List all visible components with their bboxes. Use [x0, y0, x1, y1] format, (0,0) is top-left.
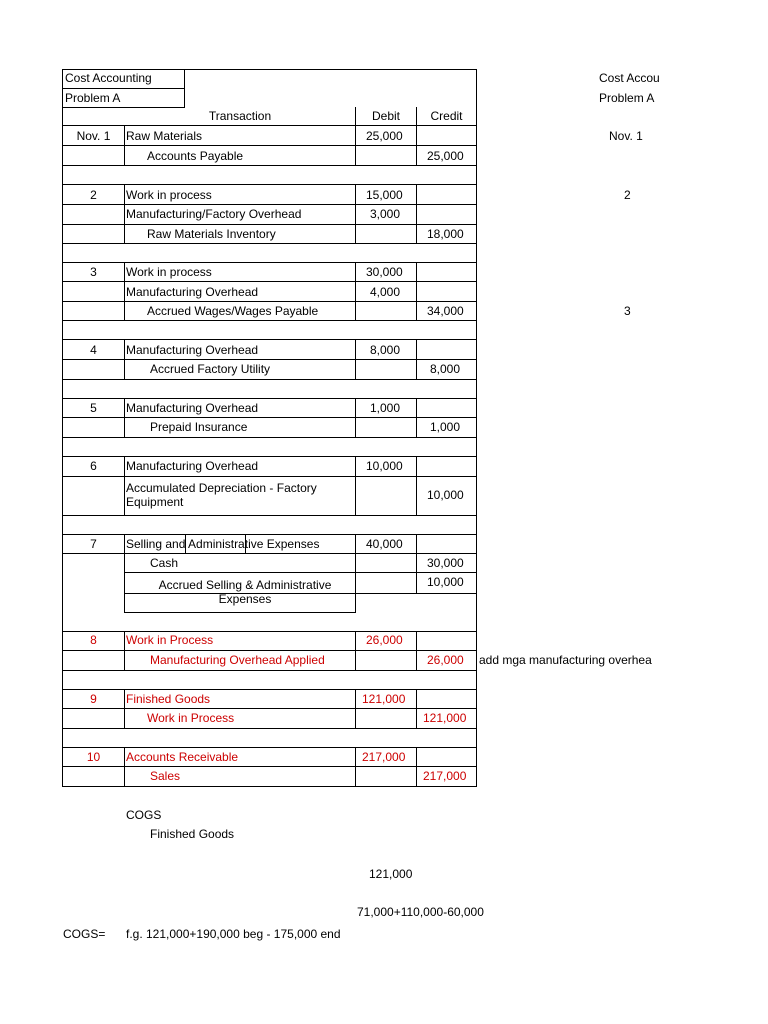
credit-amount: 10,000 — [427, 488, 464, 502]
account-name: Manufacturing Overhead — [126, 343, 259, 357]
account-name: Work in Process — [126, 633, 214, 647]
entry-number: 2 — [90, 188, 97, 202]
account-name: Accounts Receivable — [126, 750, 239, 764]
col-debit-header: Debit — [371, 109, 400, 123]
debit-amount: 30,000 — [366, 265, 403, 279]
credit-amount: 30,000 — [427, 556, 464, 570]
amount-note: 121,000 — [369, 867, 413, 881]
debit-amount: 25,000 — [366, 129, 403, 143]
right-entry-number: Nov. 1 — [609, 129, 643, 143]
entry-number: 3 — [90, 265, 97, 279]
right-entry-number: 2 — [624, 188, 631, 202]
cogs-label: COGS= — [63, 927, 106, 941]
cogs-heading: COGS — [126, 808, 162, 822]
side-note: add mga manufacturing overhea — [479, 653, 652, 667]
entry-number: 6 — [90, 459, 97, 473]
debit-amount: 121,000 — [362, 692, 406, 706]
credit-amount: 34,000 — [427, 304, 464, 318]
account-name: Sales — [150, 769, 181, 783]
problem-title: Problem A — [65, 91, 121, 105]
cogs-formula: f.g. 121,000+190,000 beg - 175,000 end — [126, 927, 341, 941]
account-name: Prepaid Insurance — [150, 420, 248, 434]
entry-number: 9 — [90, 692, 97, 706]
debit-amount: 3,000 — [370, 207, 401, 221]
account-name: Accrued Selling & Administrative Expenses — [158, 578, 332, 606]
credit-amount: 25,000 — [427, 149, 464, 163]
credit-amount: 1,000 — [430, 420, 461, 434]
account-name: Accrued Wages/Wages Payable — [147, 304, 319, 318]
col-transaction-header: Transaction — [208, 109, 272, 123]
entry-number: 10 — [86, 750, 101, 764]
debit-amount: 4,000 — [370, 285, 401, 299]
debit-amount: 40,000 — [366, 537, 403, 551]
account-name: Cash — [150, 556, 179, 570]
debit-amount: 1,000 — [370, 401, 401, 415]
entry-number: 7 — [90, 537, 97, 551]
account-name: Finished Goods — [126, 692, 211, 706]
debit-amount: 8,000 — [370, 343, 401, 357]
right-entry-number: 3 — [624, 304, 631, 318]
entry-number: Nov. 1 — [76, 129, 111, 143]
account-name: Raw Materials — [126, 129, 203, 143]
entry-number: 5 — [90, 401, 97, 415]
calc-note: 71,000+110,000-60,000 — [357, 905, 484, 919]
right-problem-title: Problem A — [599, 91, 655, 105]
credit-amount: 18,000 — [427, 227, 464, 241]
credit-amount: 217,000 — [423, 769, 467, 783]
right-course-title: Cost Accou — [599, 71, 660, 85]
entry-number: 8 — [90, 633, 97, 647]
account-name: Manufacturing Overhead — [126, 285, 259, 299]
finished-goods-note: Finished Goods — [150, 827, 235, 841]
debit-amount: 217,000 — [362, 750, 406, 764]
col-credit-header: Credit — [430, 109, 463, 123]
account-name: Selling and Administrative Expenses — [126, 537, 320, 551]
account-name: Manufacturing/Factory Overhead — [126, 207, 302, 221]
credit-amount: 121,000 — [423, 711, 467, 725]
account-name: Manufacturing Overhead — [126, 459, 259, 473]
debit-amount: 26,000 — [366, 633, 403, 647]
course-title: Cost Accounting — [65, 71, 152, 85]
account-name: Work in Process — [147, 711, 235, 725]
account-name: Work in process — [126, 188, 212, 202]
account-name: Work in process — [126, 265, 212, 279]
entry-number: 4 — [90, 343, 97, 357]
account-name: Accrued Factory Utility — [150, 362, 271, 376]
credit-amount: 10,000 — [427, 575, 464, 589]
debit-amount: 15,000 — [366, 188, 403, 202]
credit-amount: 26,000 — [427, 653, 464, 667]
account-name: Raw Materials Inventory — [147, 227, 276, 241]
account-name: Accounts Payable — [147, 149, 244, 163]
credit-amount: 8,000 — [430, 362, 461, 376]
account-name: Manufacturing Overhead — [126, 401, 259, 415]
account-name: Accumulated Depreciation - Factory Equipment — [126, 481, 317, 509]
debit-amount: 10,000 — [366, 459, 403, 473]
account-name: Manufacturing Overhead Applied — [150, 653, 325, 667]
